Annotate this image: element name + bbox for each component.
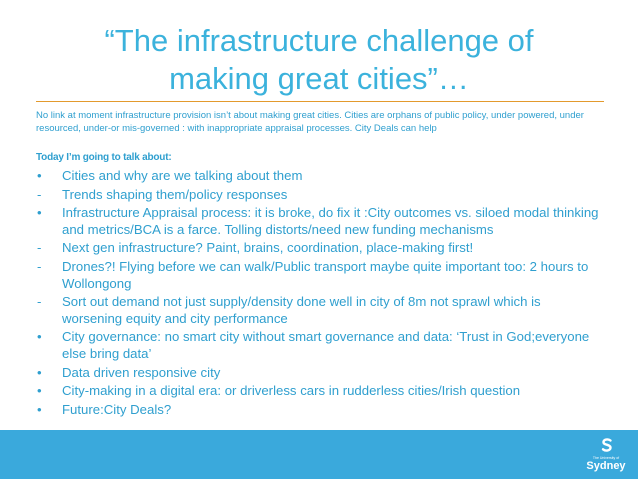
agenda-item-text: Cities and why are we talking about them: [62, 168, 303, 183]
bullet-marker: •: [37, 364, 42, 380]
footer-band: [0, 430, 638, 479]
bullet-marker: •: [37, 329, 42, 345]
intro-paragraph: No link at moment infrastructure provision isn’t about making great cities. Cities are orphans of public policy, under powered, under resourced, under-or mis-governed : with inappropriate appraisal processes. City Deals can help: [36, 110, 584, 134]
slide-title: [20, 22, 618, 98]
university-logo: [579, 430, 633, 479]
agenda-item: [36, 259, 602, 292]
bullet-marker: •: [37, 205, 42, 221]
title-divider: [36, 101, 604, 102]
agenda-item-text: City governance: no smart city without smart governance and data: ‘Trust in God;everyone else bring data’: [62, 329, 590, 361]
agenda-item: [36, 402, 602, 419]
bullet-marker: -: [37, 186, 42, 202]
agenda-item-text: Data driven responsive city: [62, 364, 221, 380]
bullet-marker: •: [37, 401, 42, 417]
agenda-item-text: City-making in a digital era: or driverless cars in rudderless cities/Irish question: [62, 383, 521, 399]
agenda-item-text: Future:City Deals?: [62, 401, 172, 417]
agenda-item: [36, 187, 602, 204]
agenda-item: [36, 205, 602, 238]
agenda-item: [36, 365, 602, 382]
agenda-item-text: Infrastructure Appraisal process: it is broke, do fix it :City outcomes vs. siloed modal thinking and metrics/BCA is a farce. Tolling distorts/need new funding mechanisms: [62, 205, 599, 237]
logo-small-text: The University of: [592, 456, 620, 460]
logo-wordmark: Sydney: [586, 460, 626, 472]
agenda-item-text: Drones?! Flying before we can walk/Public transport maybe quite important too: 2 hours to Wollongong: [62, 258, 589, 291]
bullet-marker: -: [37, 294, 42, 310]
bullet-marker: -: [37, 258, 42, 274]
agenda-item-text: Trends shaping them/policy responses: [62, 186, 288, 202]
bullet-marker: -: [37, 240, 42, 256]
sydney-logo-icon: [599, 437, 615, 453]
agenda-item: [36, 383, 602, 400]
agenda-item: [36, 168, 602, 185]
agenda-list: [36, 168, 602, 420]
bullet-marker: •: [37, 383, 42, 399]
slide-title-line-2: making great cities”…: [169, 61, 469, 96]
agenda-item-text: Next gen infrastructure? Paint, brains, coordination, place-making first!: [62, 240, 474, 256]
agenda-heading: Today I’m going to talk about:: [36, 152, 172, 163]
agenda-item: [36, 240, 602, 257]
bullet-marker: •: [37, 168, 42, 183]
agenda-item: [36, 294, 602, 327]
agenda-item: [36, 329, 602, 362]
slide-title-line-1: “The infrastructure challenge of: [104, 23, 534, 58]
agenda-item-text: Sort out demand not just supply/density done well in city of 8m not sprawl which is worsening equity and city performance: [62, 294, 541, 326]
